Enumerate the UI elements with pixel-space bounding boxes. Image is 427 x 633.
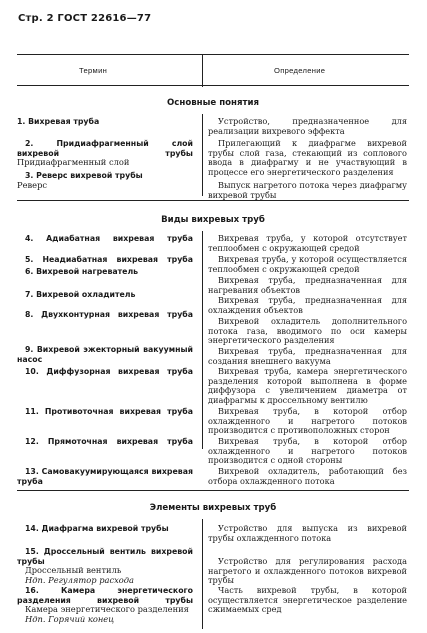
term-label: 4. Адиабатная вихревая труба bbox=[25, 234, 193, 243]
term-label: 11. Противоточная вихревая труба bbox=[25, 407, 193, 416]
term-definition: Вихревой охладитель, работающий без отбора охлажденного потока bbox=[208, 466, 407, 486]
term-entry bbox=[17, 586, 193, 624]
column-header-definition: Определение bbox=[274, 66, 326, 75]
term-definition: Вихревая труба, у которой отсутствует теплообмен с окружающей средой bbox=[208, 233, 407, 253]
term-definition: Устройство для регулирования расхода нагретого и охлажденного потоков вихревой трубы bbox=[208, 556, 407, 586]
column-divider bbox=[202, 55, 203, 87]
term-definition: Прилегающий к диафрагме вихревой трубы слой газа, стекающий из соплового ввода в диафрагму и не участвующий в процессе его энергетического разделения bbox=[208, 138, 407, 177]
terms-table bbox=[17, 54, 409, 629]
column-divider bbox=[202, 231, 203, 449]
term-label: 10. Диффузорная вихревая труба bbox=[25, 367, 193, 376]
term-deprecated-synonym: Ндп. Горячий конец bbox=[25, 613, 115, 624]
term-entry bbox=[17, 117, 193, 127]
term-entry bbox=[17, 437, 193, 447]
term-label: 8. Двухконтурная вихревая труба bbox=[25, 310, 193, 319]
term-synonym: Камера энергетического разделения bbox=[25, 604, 189, 615]
term-deprecated-synonym: Ндп. Регулятор расхода bbox=[25, 574, 134, 585]
term-label: 9. Вихревой эжекторный вакуумный насос bbox=[17, 345, 193, 364]
term-synonym: Дроссельный вентиль bbox=[25, 565, 122, 576]
term-entry bbox=[17, 310, 193, 320]
term-entry bbox=[17, 407, 193, 417]
term-label: 6. Вихревой нагреватель bbox=[25, 267, 139, 276]
term-entry bbox=[17, 234, 193, 244]
term-entry bbox=[17, 267, 193, 277]
term-entry bbox=[17, 524, 193, 534]
term-entry bbox=[17, 255, 193, 265]
section-title: Виды вихревых труб bbox=[161, 215, 265, 225]
section-divider bbox=[17, 490, 409, 491]
term-entry bbox=[17, 345, 193, 364]
term-label: 14. Диафрагма вихревой трубы bbox=[25, 524, 169, 533]
term-definition: Вихревая труба, в которой отбор охлажденного и нагретого потоков производится с одной стороны bbox=[208, 436, 407, 466]
table-header bbox=[17, 54, 409, 86]
term-label: 5. Неадиабатная вихревая труба bbox=[25, 255, 193, 264]
section-title: Основные понятия bbox=[166, 98, 260, 108]
page-header: Стр. 2 ГОСТ 22616—77 bbox=[18, 13, 152, 24]
term-definition: Устройство для выпуска из вихревой трубы охлажденного потока bbox=[208, 523, 407, 543]
column-divider bbox=[202, 519, 203, 629]
term-label: 16. Камера энергетического разделения вихревой трубы bbox=[17, 586, 193, 605]
term-entry bbox=[17, 139, 193, 168]
term-definition: Вихревая труба, камера энергетического разделения которой выполнена в форме диффузора с увеличением диаметра от диафрагмы к дроссельному вентилю bbox=[208, 366, 407, 405]
section-divider bbox=[17, 200, 409, 201]
term-synonym: Придиафрагменный слой bbox=[17, 157, 130, 168]
term-definition: Вихревая труба, предназначенная для нагревания объектов bbox=[208, 275, 407, 295]
term-label: 3. Реверс вихревой трубы bbox=[25, 171, 143, 180]
term-entry bbox=[17, 467, 193, 486]
term-entry bbox=[17, 547, 193, 585]
term-label: 1. Вихревая труба bbox=[17, 117, 100, 126]
term-definition: Выпуск нагретого потока через диафрагму вихревой трубы bbox=[208, 180, 407, 200]
term-label: 12. Прямоточная вихревая труба bbox=[25, 437, 193, 446]
term-definition: Устройство, предназначенное для реализации вихревого эффекта bbox=[208, 116, 407, 136]
term-definition: Вихревая труба, у которой осуществляется теплообмен с окружающей средой bbox=[208, 254, 407, 274]
term-entry bbox=[17, 367, 193, 377]
section-title: Элементы вихревых труб bbox=[149, 503, 277, 513]
term-entry bbox=[17, 171, 193, 190]
term-label: 13. Самовакуумирующаяся вихревая труба bbox=[17, 467, 193, 486]
term-definition: Вихревой охладитель дополнительного потока газа, вводимого по оси камеры энергетического разделения bbox=[208, 316, 407, 346]
term-definition: Вихревая труба, предназначенная для создания внешнего вакуума bbox=[208, 346, 407, 366]
term-synonym: Реверс bbox=[17, 179, 48, 190]
term-definition: Вихревая труба, в которой отбор охлажденного и нагретого потоков производится с противоположных сторон bbox=[208, 406, 407, 436]
term-label: 7. Вихревой охладитель bbox=[25, 290, 136, 299]
column-divider bbox=[202, 114, 203, 196]
column-header-term: Термин bbox=[79, 66, 108, 75]
term-definition: Вихревая труба, предназначенная для охлаждения объектов bbox=[208, 295, 407, 315]
term-entry bbox=[17, 290, 193, 300]
term-definition: Часть вихревой трубы, в которой осуществляется энергетическое разделение сжимаемых сред bbox=[208, 585, 407, 615]
term-label: 2. Придиафрагменный слой вихревой трубы bbox=[17, 139, 193, 158]
term-label: 15. Дроссельный вентиль вихревой трубы bbox=[17, 547, 193, 566]
